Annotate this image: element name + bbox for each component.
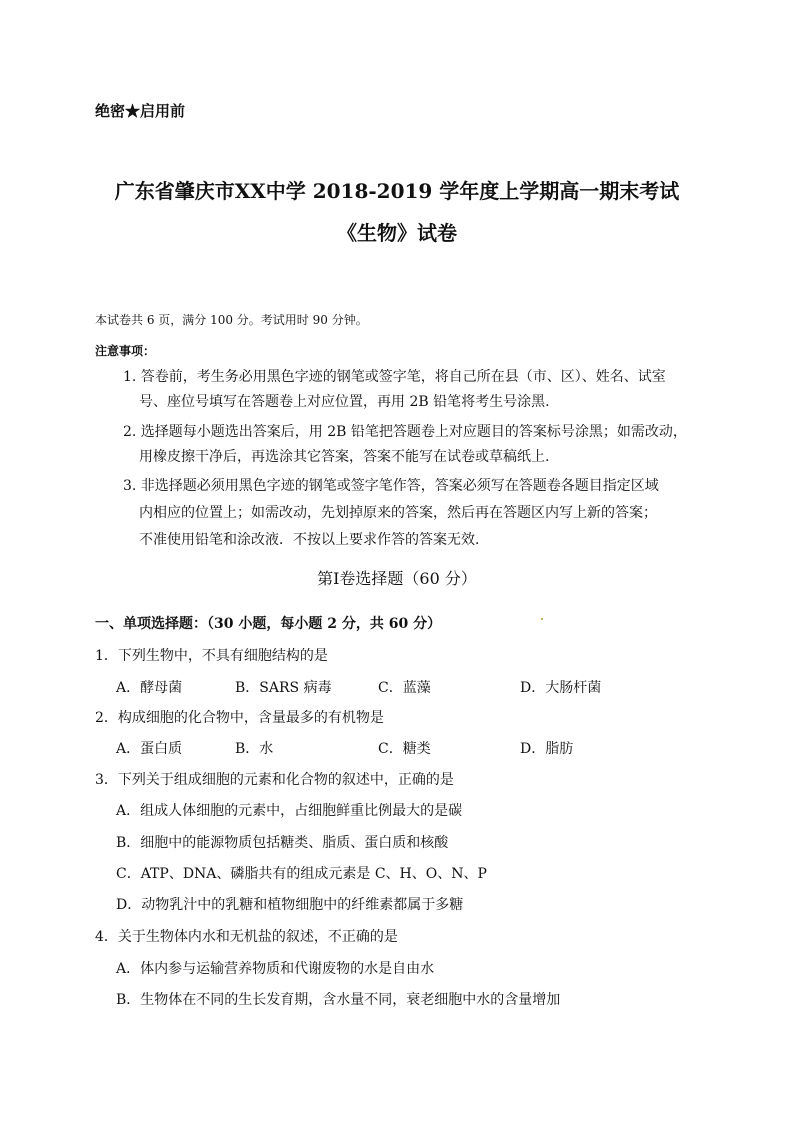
notice-line: 用橡皮擦干净后，再选涂其它答案，答案不能写在试卷或草稿纸上. (139, 449, 550, 465)
exam-subtitle: 《生物》试卷 (337, 221, 457, 245)
notice-line: 1. 答卷前，考生务必用黑色字迹的钢笔或签字笔，将自己所在县（市、区）、姓名、试室 (123, 369, 666, 385)
question-option: A．组成人体细胞的元素中，占细胞鲜重比例最大的是碳 (116, 803, 463, 819)
question-stem: 4．关于生物体内水和无机盐的叙述，不正确的是 (95, 929, 398, 945)
secret-label: 绝密★启用前 (95, 102, 186, 120)
notice-line: 2. 选择题每小题选出答案后，用 2B 铅笔把答题卷上对应题目的答案标号涂黑；如需改动， (123, 424, 687, 440)
question-option: C．ATP、DNA、磷脂共有的组成元素是 C、H、O、N、P (116, 866, 487, 882)
question-stem: 1．下列生物中，不具有细胞结构的是 (95, 648, 328, 664)
stray-dot (541, 618, 543, 620)
section-title: 第Ⅰ卷选择题（60 分） (317, 569, 477, 588)
question-option: A．蛋白质 (116, 741, 183, 757)
question-option: A．酵母菌 (116, 680, 183, 696)
question-stem: 3．下列关于组成细胞的元素和化合物的叙述中，正确的是 (95, 772, 454, 788)
question-option: B．SARS 病毒 (235, 680, 332, 696)
exam-title: 广东省肇庆市XX中学 2018-2019 学年度上学期高一期末考试 (114, 179, 680, 203)
question-option: B．细胞中的能源物质包括糖类、脂质、蛋白质和核酸 (116, 835, 449, 851)
question-option: B．生物体在不同的生长发育期，含水量不同，衰老细胞中水的含量增加 (116, 992, 561, 1008)
question-option: D．大肠杆菌 (520, 680, 602, 696)
notice-line: 3. 非选择题必须用黑色字迹的钢笔或签字笔作答，答案必须写在答题卷各题目指定区域 (123, 478, 659, 494)
question-option: C．糖类 (378, 741, 431, 757)
question-stem: 2．构成细胞的化合物中，含量最多的有机物是 (95, 710, 384, 726)
notice-title: 注意事项： (95, 344, 156, 358)
question-option: A．体内参与运输营养物质和代谢废物的水是自由水 (116, 961, 435, 977)
notice-line: 内相应的位置上；如需改动，先划掉原来的答案，然后再在答题区内写上新的答案； (139, 505, 657, 521)
notice-line: 号、座位号填写在答题卷上对应位置，再用 2B 铅笔将考生号涂黑. (139, 394, 550, 410)
question-option: D．脂肪 (520, 741, 574, 757)
question-option: B．水 (235, 741, 274, 757)
exam-info: 本试卷共 6 页，满分 100 分。考试用时 90 分钟。 (95, 313, 368, 327)
notice-line: 不准使用铅笔和涂改液．不按以上要求作答的答案无效. (139, 532, 480, 548)
question-option: C．蓝藻 (378, 680, 431, 696)
part-title: 一、单项选择题：（30 小题，每小题 2 分，共 60 分） (95, 616, 442, 632)
question-option: D．动物乳汁中的乳糖和植物细胞中的纤维素都属于多糖 (116, 897, 464, 913)
